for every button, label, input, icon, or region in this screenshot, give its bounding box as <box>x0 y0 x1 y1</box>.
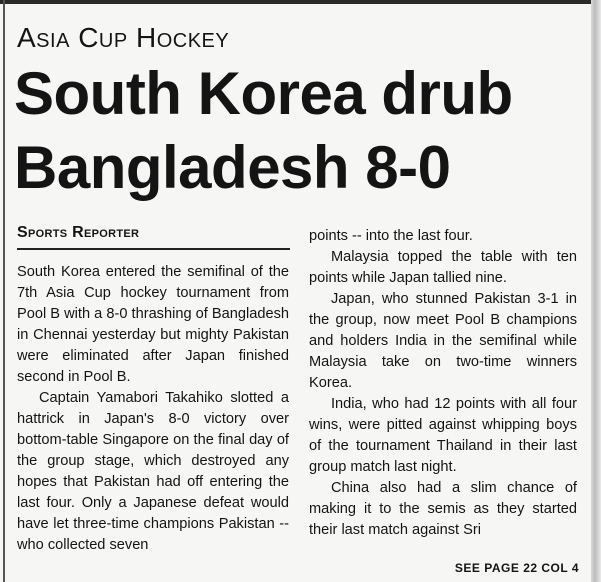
page-fold-edge <box>591 0 601 582</box>
section-kicker: Asia Cup Hockey <box>17 22 230 53</box>
left-border-rule <box>3 0 5 582</box>
article-column-2 <box>309 226 577 541</box>
article-column-1 <box>17 262 289 556</box>
paragraph: Captain Yamabori Takahiko slotted a hattrick in Japan's 8-0 victory over bottom-table Singapore on the final day of the group stage, which destroyed any hopes that Pakistan had off entering the last four. Only a Japanese defeat would have let three-time champions Pakistan -- who collected seven <box>17 390 289 553</box>
continuation-note: SEE PAGE 22 COL 4 <box>454 561 579 575</box>
paragraph: China also had a slim chance of making it to the semis as they started their last match against Sri <box>309 480 577 538</box>
paragraph: Japan, who stunned Pakistan 3-1 in the group, now meet Pool B champions and holders India in the semifinal while Malaysia take on two-time winners Korea. <box>309 291 577 391</box>
top-border-rule <box>0 0 601 4</box>
paragraph: South Korea entered the semifinal of the 7th Asia Cup hockey tournament from Pool B with a 8-0 thrashing of Bangladesh in Chennai yesterday but mighty Pakistan were eliminated after Japan finished second in Pool B. <box>17 264 289 385</box>
paragraph: Malaysia topped the table with ten points while Japan tallied nine. <box>309 249 577 286</box>
byline: Sports Reporter <box>17 224 140 241</box>
headline: South Korea drub Bangladesh 8-0 <box>14 60 513 201</box>
paragraph: India, who had 12 points with all four wins, were pitted against whipping boys of the tournament Thailand in their last group match last night. <box>309 396 577 475</box>
byline-underline <box>17 248 290 250</box>
paragraph: points -- into the last four. <box>309 228 473 244</box>
